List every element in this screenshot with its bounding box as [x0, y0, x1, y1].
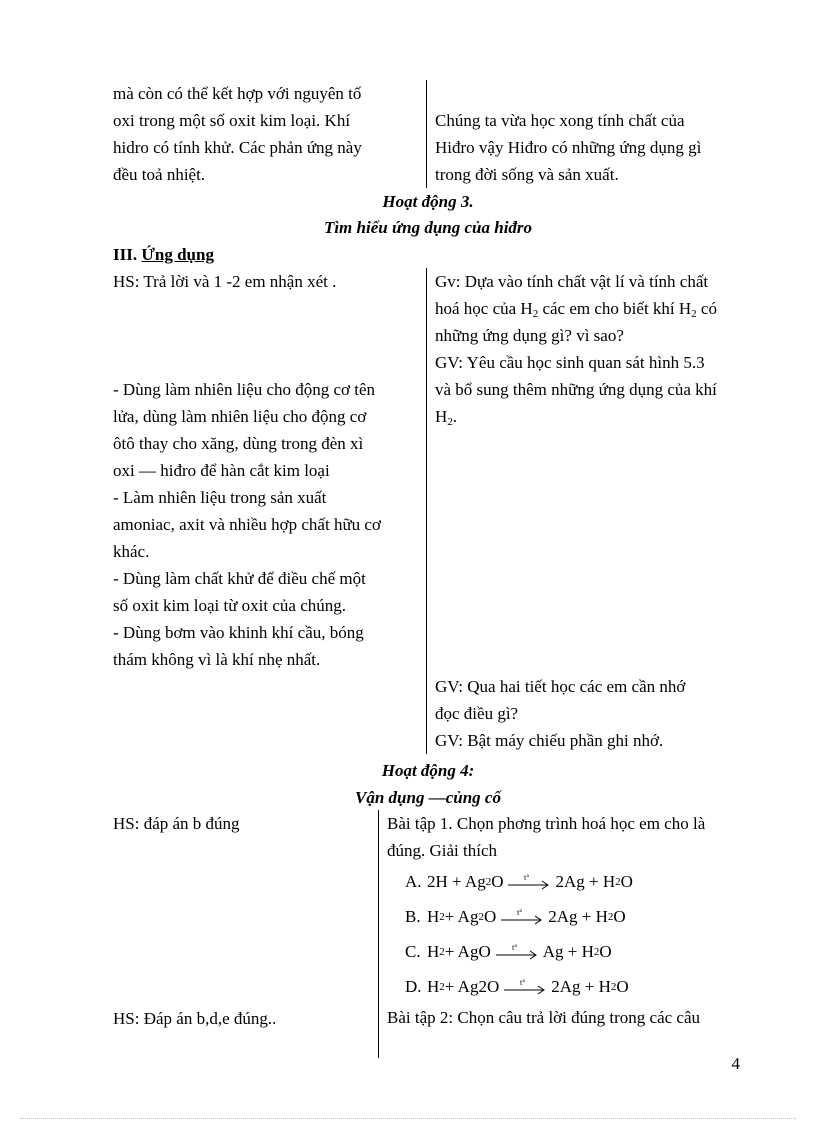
- use-line: số oxit kim loại từ oxit của chúng.: [113, 596, 347, 615]
- footer-divider: [20, 1118, 796, 1119]
- svg-text:t°: t°: [520, 978, 526, 987]
- exercises-left: [113, 810, 366, 1058]
- option-label: A.: [405, 872, 422, 891]
- reaction-arrow-icon: [495, 944, 539, 960]
- intro-row: [113, 80, 743, 188]
- text-line: hidro có tính khử. Các phản ứng này: [113, 138, 362, 157]
- use-line: lửa, dùng làm nhiên liệu cho động cơ: [113, 407, 367, 426]
- use-line: khác.: [113, 542, 150, 561]
- hs-answer-2: HS: Đáp án b,d,e đúng..: [113, 1009, 277, 1028]
- use-line: oxi — hiđro để hàn cắt kim loại: [113, 461, 330, 480]
- use-line: - Dùng làm nhiên liệu cho động cơ tên: [113, 380, 376, 399]
- equation: H 2 + AgO t° Ag + H 2 O: [427, 942, 612, 961]
- section-title: Ứng dụng: [141, 245, 214, 264]
- hs-answer-1: HS: đáp án b đúng: [113, 814, 240, 833]
- section-heading: [113, 241, 214, 268]
- option-label: C.: [405, 942, 421, 961]
- equation: H 2 + Ag2O t° 2Ag + H 2 O: [427, 977, 629, 996]
- exercises-right: [378, 810, 743, 1058]
- reaction-arrow-icon: [507, 874, 551, 890]
- use-line: amoniac, axit và nhiều hợp chất hữu cơ: [113, 515, 381, 534]
- option-c[interactable]: [387, 934, 743, 969]
- activity4-title: Hoạt động 4:: [381, 761, 475, 780]
- intro-right: [426, 80, 743, 188]
- text-line: đều toả nhiệt.: [113, 165, 206, 184]
- svg-text:t°: t°: [511, 943, 518, 952]
- gv-summary: GV: Bật máy chiếu phần ghi nhớ.: [435, 731, 664, 750]
- text-line: mà còn có thể kết hợp với nguyên tố: [113, 84, 362, 103]
- use-line: thám không vì là khí nhẹ nhất.: [113, 650, 321, 669]
- activity3-title: Hoạt động 3.: [382, 192, 474, 211]
- section-number: III.: [113, 245, 138, 264]
- gv-request: GV: Yêu cầu học sinh quan sát hình 5.3: [435, 353, 705, 372]
- activity3-subtitle: Tìm hiểu ứng dụng của hiđro: [323, 218, 533, 237]
- intro-left: [113, 80, 414, 188]
- applications-left: [113, 268, 414, 754]
- svg-text:t°: t°: [517, 908, 523, 917]
- option-label: B.: [405, 907, 421, 926]
- use-line: - Làm nhiên liệu trong sản xuất: [113, 488, 327, 507]
- hs-answer: HS: Trả lời và 1 -2 em nhận xét .: [113, 272, 337, 291]
- gv-summary: đọc điều gì?: [435, 704, 519, 723]
- equation: 2H + Ag 2 O t° 2Ag + H 2 O: [427, 872, 633, 891]
- gv-question: Gv: Dựa vào tính chất vật lí và tính chất: [435, 272, 709, 291]
- svg-text:t°: t°: [524, 873, 530, 882]
- option-d[interactable]: [387, 969, 743, 1004]
- exercise-1-prompt: đúng. Giải thích: [387, 841, 498, 860]
- gv-question: hoá học của $H_2$ các em cho biết khí $H_2$ có: [435, 299, 717, 320]
- activity4-subtitle: Vận dụng —củng cố: [355, 788, 501, 807]
- gv-summary: GV: Qua hai tiết học các em cần nhớ: [435, 677, 686, 696]
- reaction-arrow-icon: [500, 909, 544, 925]
- use-line: - Dùng làm chất khử để điều chế một: [113, 569, 366, 588]
- use-line: ôtô thay cho xăng, dùng trong đèn xì: [113, 434, 364, 453]
- exercise-2-prompt: Bài tập 2: Chọn câu trả lời đúng trong các câu: [387, 1008, 701, 1027]
- page-number: 4: [731, 1054, 740, 1073]
- text-line: trong đời sống và sản xuất.: [435, 165, 619, 184]
- text-line: Chúng ta vừa học xong tính chất của: [435, 111, 685, 130]
- exercise-1-prompt: Bài tập 1. Chọn phơng trình hoá học em cho là: [387, 814, 706, 833]
- applications-row: [113, 268, 743, 754]
- exercises-row: [113, 810, 743, 1058]
- reaction-arrow-icon: [503, 979, 547, 995]
- gv-request: $H_2$.: [435, 407, 458, 428]
- use-line: - Dùng bơm vào khinh khí cầu, bóng: [113, 623, 364, 642]
- text-line: oxi trong một số oxit kim loại. Khí: [113, 111, 351, 130]
- gv-request: và bổ sung thêm những ứng dụng của khí: [435, 380, 717, 399]
- text-line: Hiđro vậy Hiđro có những ứng dụng gì: [435, 138, 702, 157]
- equation: H 2 + Ag 2 O t° 2Ag + H 2 O: [427, 907, 626, 926]
- applications-right: [426, 268, 743, 754]
- option-b[interactable]: [387, 899, 743, 934]
- option-a[interactable]: [387, 864, 743, 899]
- gv-question: những ứng dụng gì? vì sao?: [435, 326, 624, 345]
- option-label: D.: [405, 977, 422, 996]
